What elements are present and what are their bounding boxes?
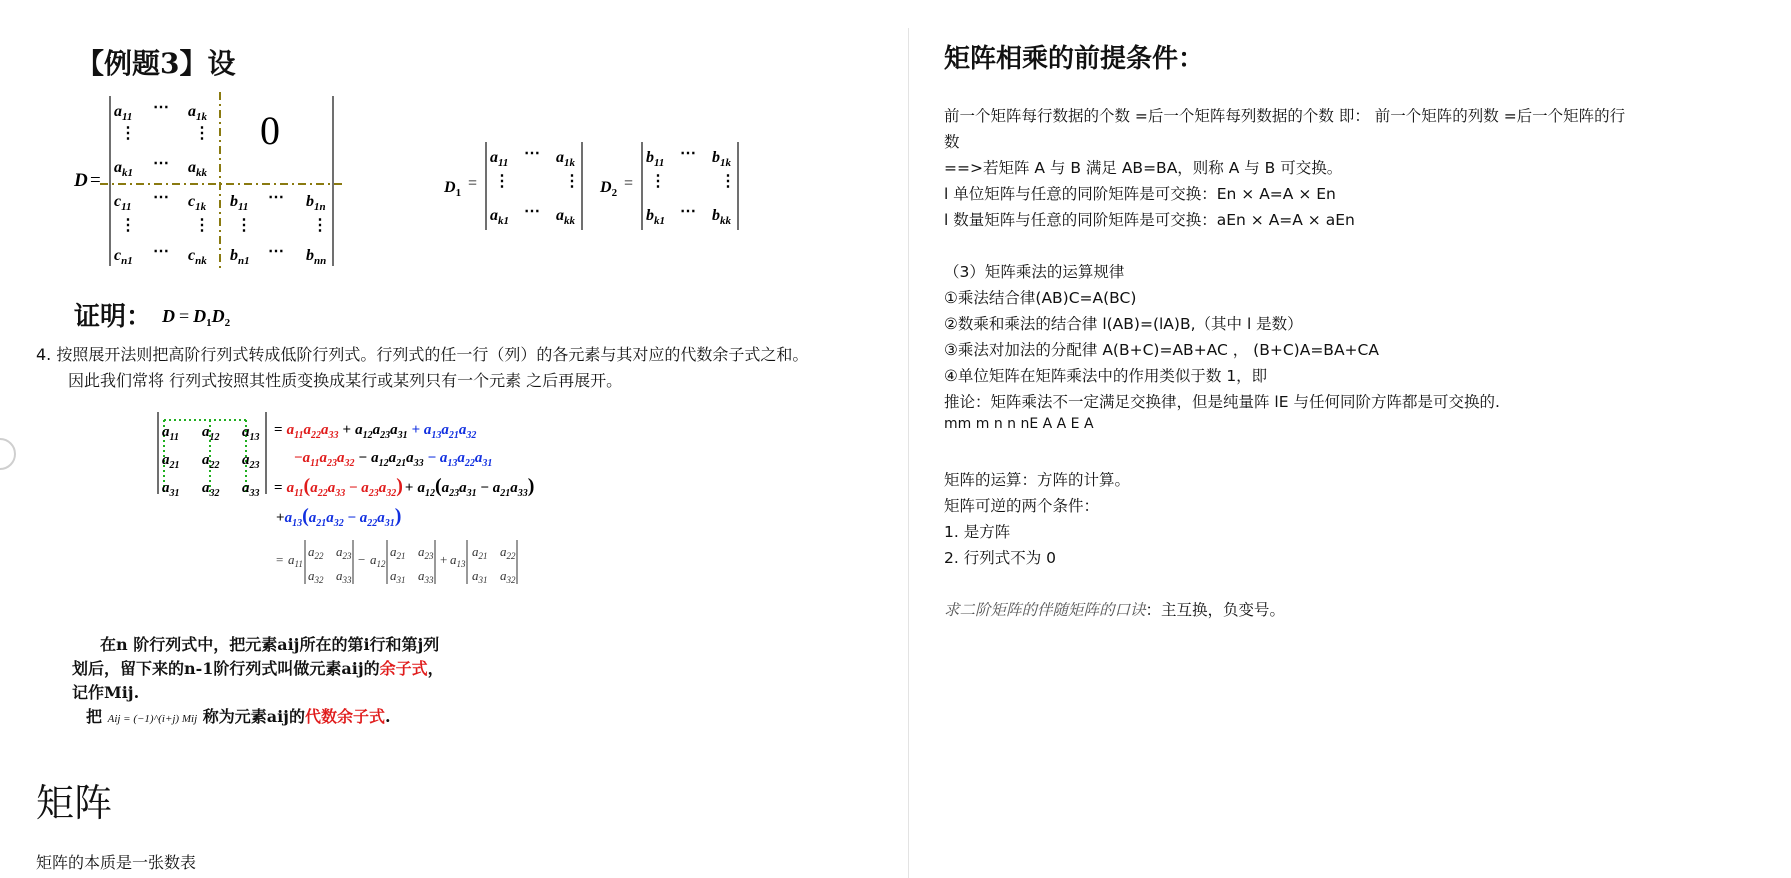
- svg-text:⋮: ⋮: [120, 217, 136, 234]
- page-divider: [908, 28, 909, 878]
- svg-text:D: D: [74, 170, 88, 191]
- svg-text:⋯: ⋯: [524, 203, 540, 220]
- svg-text:b11: $b_{11}$: [646, 149, 665, 169]
- svg-text:⋯: ⋯: [153, 189, 169, 206]
- svg-text:⋮: ⋮: [564, 173, 580, 190]
- svg-text:=: =: [624, 175, 634, 192]
- section-title: 矩阵: [36, 781, 113, 825]
- minor-def-line3: 记作Mij.: [72, 683, 140, 702]
- text-line: ①乘法结合律(AB)C=A(BC): [944, 289, 1137, 307]
- svg-text:a11: $a_{11}$: [114, 103, 133, 123]
- svg-text:a33: $a_{33}$: [242, 480, 260, 499]
- svg-text:cnk: $c_{nk}$: [188, 247, 207, 267]
- svg-text:a31: $a_{31}$: [162, 480, 180, 499]
- proof-formula: [160, 300, 270, 330]
- svg-text:bkk: $b_{kk}$: [712, 207, 731, 227]
- svg-text:=a11(a22a33 − a23a32)+a12(a23a: = $a_{11}(a_{22}a_{33} - a_{23}a_{32}) + a_{12}(a_{23}a_{31} - a_{21}a_{33})$: [274, 475, 535, 499]
- svg-text:⋯: ⋯: [153, 155, 169, 172]
- svg-text:cn1: $c_{n1}$: [114, 247, 133, 267]
- svg-text:⋮: ⋮: [720, 173, 736, 190]
- svg-text:b11: $b_{11}$: [230, 193, 249, 213]
- svg-text:akk: $a_{kk}$: [556, 207, 575, 227]
- minor-def-line1: 在n 阶行列式中，把元素aij所在的第i行和第j列: [100, 635, 440, 654]
- point4-line1: 4. 按照展开法则把高阶行列式转成低阶行列式。行列式的任一行（列）的各元素与其对应的代数余子式之和。: [36, 345, 809, 364]
- svg-text:a33: $a_{33}$: [418, 568, 434, 585]
- svg-text:=: =: [276, 552, 284, 567]
- text-line: ②数乘和乘法的结合律 l(AB)=(lA)B,（其中 l 是数）: [944, 315, 1303, 333]
- svg-text:bn1: $b_{n1}$: [230, 247, 250, 267]
- svg-text:b1n: $b_{1n}$: [306, 193, 326, 213]
- svg-text:c1k: $c_{1k}$: [188, 193, 207, 213]
- section-body: 矩阵的本质是一张数表: [36, 853, 197, 872]
- svg-text:a13: $a_{13}$: [450, 552, 466, 569]
- svg-text:a21: $a_{21}$: [390, 544, 406, 561]
- svg-text:⋮: ⋮: [120, 125, 136, 142]
- svg-text:⋯: ⋯: [268, 189, 284, 206]
- cofactor-formula: Aij = (−1)^(i+j) Mij: [107, 713, 198, 725]
- svg-text:⋯: ⋯: [153, 99, 169, 116]
- minor-term: 余子式: [379, 659, 428, 678]
- text-line: l 单位矩阵与任意的同阶矩阵是可交换：En × A=A × En: [944, 185, 1336, 203]
- svg-text:a11: $a_{11}$: [162, 424, 179, 443]
- svg-text:a31: $a_{31}$: [390, 568, 406, 585]
- point4-line2: 因此我们常将 行列式按照其性质变换成某行或某列只有一个元素 之后再展开。: [68, 371, 623, 390]
- text-line: 矩阵的运算：方阵的计算。: [944, 471, 1131, 489]
- svg-text:ak1: $a_{k1}$: [114, 159, 133, 179]
- svg-text:a23: $a_{23}$: [336, 544, 352, 561]
- mnemonic-line: 求二阶矩阵的伴随矩阵的口诀：主互换，负变号。: [944, 601, 1286, 619]
- svg-text:a22: $a_{22}$: [202, 452, 220, 471]
- svg-text:⋮: ⋮: [194, 125, 210, 142]
- svg-text:a12: $a_{12}$: [202, 424, 220, 443]
- svg-text:=: =: [468, 175, 478, 192]
- text-line: 矩阵可逆的两个条件：: [944, 497, 1100, 515]
- svg-text:b1k: $b_{1k}$: [712, 149, 731, 169]
- svg-text:⋮: ⋮: [194, 217, 210, 234]
- scroll-handle[interactable]: [0, 438, 16, 470]
- svg-text:⋯: ⋯: [153, 243, 169, 260]
- mnemonic-italic: 求二阶矩阵的伴随矩阵的口诀: [944, 601, 1146, 619]
- svg-text:a11: $a_{11}$: [490, 149, 509, 169]
- svg-text:⋮: ⋮: [236, 217, 252, 234]
- text-line: ==>若矩阵 A 与 B 满足 AB=BA，则称 A 与 B 可交换。: [944, 159, 1343, 177]
- svg-text:a23: $a_{23}$: [242, 452, 260, 471]
- svg-text:=: =: [90, 170, 101, 191]
- svg-text:a32: $a_{32}$: [202, 480, 220, 499]
- svg-text:=a11a22a33+a12a23a31+ a13a21a3: = $a_{11}a_{22}a_{33} + a_{12}a_{23}a_{31} + a_{13}a_{21}a_{32}$: [274, 422, 477, 441]
- svg-text:bk1: $b_{k1}$: [646, 207, 665, 227]
- svg-text:+a13(a21a32 − a22a31): $+a_{13}(a_{21}a_{32} - a_{22}a_{31})$: [276, 505, 402, 529]
- svg-text:c11: $c_{11}$: [114, 193, 132, 213]
- svg-text:−a11a23a32−a12a21a33− a13a22a3: $-a_{11}a_{23}a_{32} - a_{12}a_{21}a_{33} - a_{13}a_{22}a_{31}$: [294, 450, 493, 469]
- svg-text:a22: $a_{22}$: [308, 544, 324, 561]
- svg-text:a31: $a_{31}$: [472, 568, 488, 585]
- text-line: （3）矩阵乘法的运算规律: [944, 263, 1125, 281]
- svg-text:⋮: ⋮: [494, 173, 510, 190]
- svg-text:−: −: [358, 552, 366, 567]
- text-line: ③乘法对加法的分配律 A(B+C)=AB+AC ， (B+C)A=BA+CA: [944, 341, 1379, 359]
- text-line: ④单位矩阵在矩阵乘法中的作用类似于数 1，即: [944, 367, 1268, 385]
- svg-text:⋯: ⋯: [680, 203, 696, 220]
- svg-text:a32: $a_{32}$: [500, 568, 516, 585]
- block-determinant-D: [70, 92, 360, 272]
- text-line: 1. 是方阵: [944, 523, 1011, 541]
- svg-text:a1k: $a_{1k}$: [556, 149, 575, 169]
- minor-def-line2: 划后，留下来的n-1阶行列式叫做元素aij的余子式，: [72, 659, 444, 678]
- svg-text:a33: $a_{33}$: [336, 568, 352, 585]
- text-line: l 数量矩阵与任意的同阶矩阵是可交换：aEn × A=A × aEn: [944, 211, 1355, 229]
- svg-text:a32: $a_{32}$: [308, 568, 324, 585]
- svg-text:a1k: $a_{1k}$: [188, 103, 207, 123]
- proof-label: 证明：: [74, 302, 153, 332]
- svg-text:D1: $D_1$: [444, 179, 462, 199]
- svg-text:ak1: $a_{k1}$: [490, 207, 509, 227]
- example-title: 【例题3】设: [76, 47, 236, 80]
- svg-text:⋯: ⋯: [268, 243, 284, 260]
- svg-text:a21: $a_{21}$: [472, 544, 488, 561]
- svg-text:a21: $a_{21}$: [162, 452, 180, 471]
- svg-text:a13: $a_{13}$: [242, 424, 260, 443]
- text-line: 数: [944, 133, 960, 151]
- svg-text:a12: $a_{12}$: [370, 552, 386, 569]
- text-line: 前一个矩阵每行数据的个数 =后一个矩阵每列数据的个数 即： 前一个矩阵的列数 =后一个矩阵的行: [944, 107, 1626, 125]
- svg-text:0: 0: [260, 108, 280, 153]
- svg-text:a22: $a_{22}$: [500, 544, 516, 561]
- svg-text:⋮: ⋮: [312, 217, 328, 234]
- right-heading: 矩阵相乘的前提条件：: [944, 44, 1205, 74]
- third-order-expansion: [150, 408, 630, 598]
- svg-text:D2: $D_2$: [600, 179, 618, 199]
- svg-text:⋯: ⋯: [524, 145, 540, 162]
- text-line: 推论：矩阵乘法不一定满足交换律，但是纯量阵 lE 与任何同阶方阵都是可交换的.: [944, 393, 1500, 411]
- cofactor-def: 把 Aij = (−1)^(i+j) Mij 称为元素aij的代数余子式.: [86, 707, 391, 726]
- svg-text:akk: $a_{kk}$: [188, 159, 207, 179]
- svg-text:a11: $a_{11}$: [288, 552, 303, 569]
- svg-text:D=D1D2: $D = D_1D_2$: [162, 306, 231, 329]
- svg-text:bnn: $b_{nn}$: [306, 247, 327, 267]
- text-line: 2. 行列式不为 0: [944, 549, 1057, 567]
- determinants-D1-D2: [440, 138, 760, 234]
- svg-text:a23: $a_{23}$: [418, 544, 434, 561]
- svg-text:⋮: ⋮: [650, 173, 666, 190]
- text-line: mm m n n nE A A E A: [944, 416, 1094, 432]
- svg-text:⋯: ⋯: [680, 145, 696, 162]
- cofactor-term: 代数余子式: [304, 707, 385, 726]
- svg-text:+: +: [440, 552, 448, 567]
